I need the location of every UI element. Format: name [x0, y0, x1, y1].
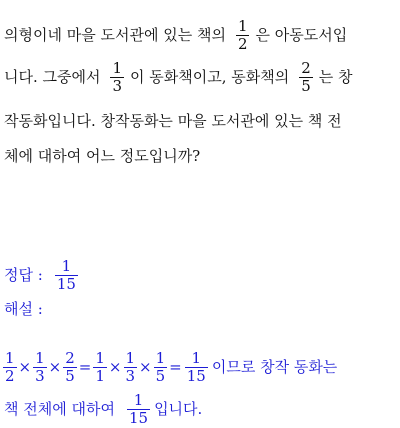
answer-fraction: [55, 258, 78, 293]
fraction-denominator: 3: [125, 367, 136, 385]
problem-line-4-text: 체에 대하여 어느 정도입니까?: [4, 147, 201, 165]
fraction-numerator: 1: [237, 17, 248, 35]
fraction-numerator: 1: [95, 349, 105, 367]
fraction-numerator: 1: [5, 349, 15, 367]
fraction-denominator: 5: [65, 367, 75, 385]
times-sign: ×: [18, 358, 32, 376]
fraction-numerator: 1: [61, 257, 72, 275]
fraction-numerator: 1: [155, 349, 166, 367]
explanation-label: 해설 :: [4, 300, 43, 318]
eq-fraction-a: [3, 350, 17, 385]
equals-sign: =: [78, 358, 92, 376]
eq-fraction-result: [185, 350, 208, 385]
times-sign: ×: [139, 358, 152, 376]
problem-line-4: [4, 149, 400, 164]
fraction-denominator: 2: [237, 35, 248, 53]
explanation-equation: [2, 350, 400, 385]
fraction-numerator: 1: [191, 349, 202, 367]
fraction-denominator: 3: [35, 367, 45, 385]
fraction-denominator: 5: [301, 77, 311, 95]
fraction-two-fifths: [299, 60, 313, 95]
problem-line-2-text-c: 는 창: [318, 68, 353, 86]
fraction-denominator: 5: [155, 367, 166, 385]
fraction-numerator: 1: [133, 391, 144, 409]
conclusion-fraction: [127, 392, 150, 427]
eq-fraction-e: [124, 350, 138, 385]
problem-line-1: [4, 18, 400, 53]
fraction-denominator: 15: [186, 367, 206, 385]
explanation-label-line: [4, 302, 400, 317]
times-sign: ×: [108, 358, 122, 376]
eq-fraction-b: [33, 350, 47, 385]
fraction-denominator: 1: [95, 367, 105, 385]
fraction-one-half: [236, 18, 250, 53]
problem-line-3: [4, 114, 400, 129]
eq-fraction-c: [63, 350, 77, 385]
problem-line-2-text-b: 이 동화책이고, 동화책의: [130, 68, 290, 86]
fraction-numerator: 1: [112, 59, 123, 77]
eq-fraction-d: [93, 350, 107, 385]
fraction-denominator: 15: [128, 409, 149, 427]
fraction-numerator: 1: [35, 349, 45, 367]
fraction-denominator: 2: [5, 367, 15, 385]
problem-line-1-text-a: 의형이네 마을 도서관에 있는 책의: [4, 26, 226, 44]
fraction-denominator: 3: [112, 77, 123, 95]
fraction-one-third: [110, 60, 124, 95]
answer-label: 정답 :: [4, 266, 43, 284]
problem-line-2-text-a: 니다. 그중에서: [4, 68, 101, 86]
fraction-numerator: 1: [125, 349, 136, 367]
eq-fraction-f: [154, 350, 168, 385]
explanation-equation-tail: 이므로 창작 동화는: [211, 358, 338, 376]
fraction-numerator: 2: [301, 59, 311, 77]
times-sign: ×: [48, 358, 62, 376]
problem-line-2: [4, 60, 400, 95]
problem-line-1-text-b: 은 아동도서입: [255, 26, 348, 44]
fraction-denominator: 15: [56, 275, 76, 293]
explanation-conclusion: [4, 392, 400, 427]
fraction-numerator: 2: [65, 349, 75, 367]
explanation-conclusion-text-a: 책 전체에 대하여: [4, 400, 115, 418]
explanation-conclusion-text-b: 입니다.: [154, 400, 203, 418]
answer-line: [4, 258, 400, 293]
problem-line-3-text: 작동화입니다. 창작동화는 마을 도서관에 있는 책 전: [4, 112, 342, 130]
equals-sign: =: [169, 358, 182, 376]
